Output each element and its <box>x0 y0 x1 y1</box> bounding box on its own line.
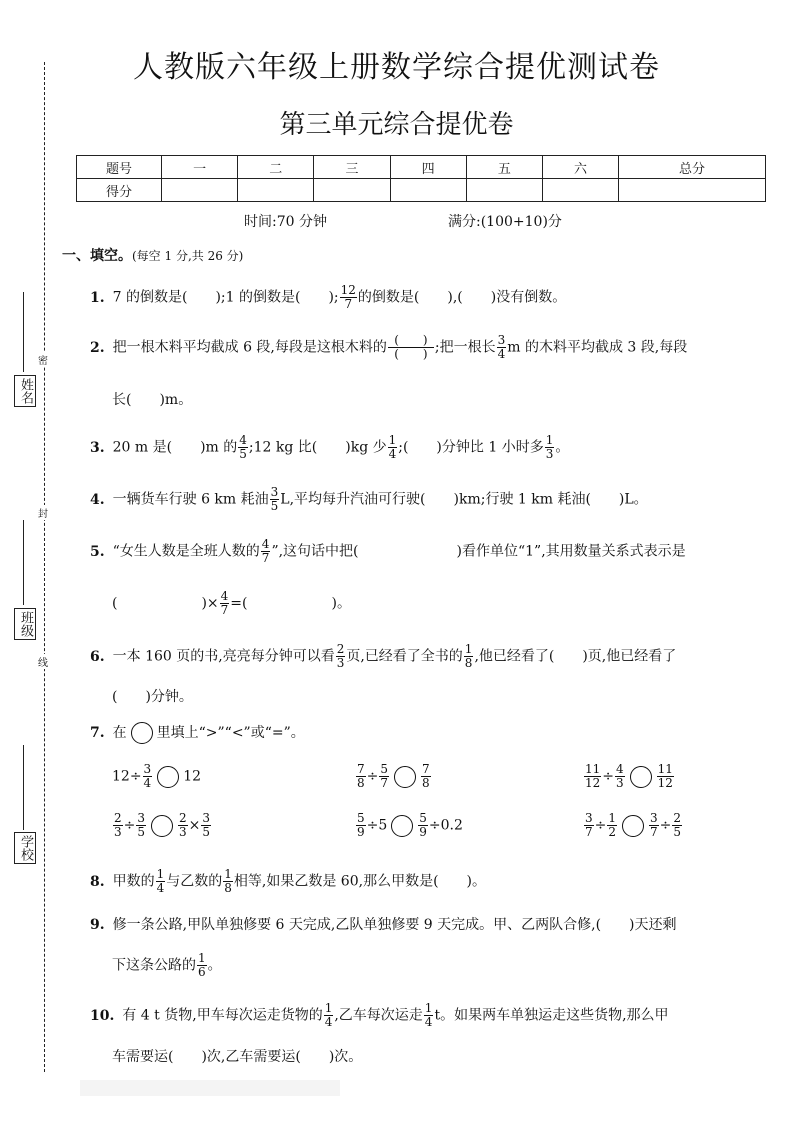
question-10: 10. 有 4 t 货物,甲车每次运走货物的 $\frac{1}{4}$ ,乙车每次运走 $\frac{1}{4}$ t。如果两车单独运走这些货物,那么甲 <box>90 1001 669 1029</box>
score-table <box>76 155 766 202</box>
compare-item-2: $\frac{7}{8}$ ÷ $\frac{5}{7}$ $\frac{7}{8}$ <box>357 762 430 790</box>
score-input-cell[interactable] <box>542 179 618 202</box>
fraction: $\frac{1}{6}$ <box>198 951 206 979</box>
score-cell: 五 <box>466 156 542 179</box>
full-score: 满分:(100+10)分 <box>448 214 562 230</box>
fraction: $\frac{1}{8}$ <box>224 867 232 895</box>
score-cell: 三 <box>314 156 390 179</box>
score-cell: 题号 <box>77 156 162 179</box>
score-cell: 六 <box>542 156 618 179</box>
class-label: 班级 <box>14 608 36 640</box>
compare-item-3: $\frac{11}{12}$ ÷ $\frac{4}{3}$ $\frac{11}{12}$ <box>585 762 673 790</box>
section-title: 一、填空。 <box>62 248 132 264</box>
question-number: 8. <box>90 873 105 890</box>
class-write-line <box>23 520 24 605</box>
school-label: 学校 <box>14 832 36 864</box>
score-cell: 二 <box>238 156 314 179</box>
fraction: $\frac{1}{4}$ <box>324 1001 333 1029</box>
seal-xian: 线 <box>38 654 48 669</box>
fraction: $\frac{4}{7}$ <box>220 589 229 617</box>
score-row-label: 得分 <box>77 179 162 202</box>
question-2-line2: 长( )m。 <box>112 392 193 408</box>
question-9: 9. 修一条公路,甲队单独修要 6 天完成,乙队单独修要 9 天完成。甲、乙两队合修,( )天还剩 <box>90 917 677 933</box>
question-number: 9. <box>90 917 105 933</box>
score-cell: 四 <box>390 156 466 179</box>
compare-item-4: $\frac{2}{3}$ ÷ $\frac{3}{5}$ $\frac{2}{3}$ × $\frac{3}{5}$ <box>114 811 211 839</box>
fraction: $\frac{12}{7}$ <box>340 283 356 311</box>
fraction: $\frac{2}{3}$ <box>336 642 345 670</box>
question-number: 10. <box>90 1007 115 1024</box>
circle-icon <box>131 722 153 744</box>
scan-smudge <box>80 1080 340 1096</box>
fraction: $\frac{1}{4}$ <box>424 1001 433 1029</box>
question-6: 6. 一本 160 页的书,亮亮每分钟可以看 $\frac{2}{3}$ 页,已经看了全书的 $\frac{1}{8}$ ,他已经看了( )页,他已经看了 <box>90 642 677 670</box>
answer-circle[interactable] <box>391 815 413 837</box>
fraction: $\frac{1}{8}$ <box>464 642 473 670</box>
question-4: 4. 一辆货车行驶 6 km 耗油 $\frac{3}{5}$ L,平均每升汽油可行驶( )km;行驶 1 km 耗油( )L。 <box>90 485 648 513</box>
time-limit: 时间:70 分钟 <box>244 214 327 230</box>
answer-circle[interactable] <box>157 766 179 788</box>
binding-cut-line <box>44 62 45 1072</box>
name-write-line <box>23 292 24 372</box>
score-input-cell[interactable] <box>466 179 542 202</box>
seal-feng: 封 <box>38 505 48 520</box>
question-7: 7. 在 里填上“>”“<”或“=”。 <box>90 722 305 744</box>
question-number: 7. <box>90 725 105 741</box>
fraction: $\frac{1}{3}$ <box>545 433 554 461</box>
page-title: 人教版六年级上册数学综合提优测试卷 <box>133 50 660 85</box>
compare-item-5: $\frac{5}{9}$ ÷5 $\frac{5}{9}$ ÷0.2 <box>357 811 463 839</box>
page-subtitle: 第三单元综合提优卷 <box>279 110 514 140</box>
score-input-cell[interactable] <box>314 179 390 202</box>
blank-fraction[interactable]: $\frac{( )}{( )}$ <box>388 334 434 361</box>
score-input-cell[interactable] <box>162 179 238 202</box>
question-6-line2: ( )分钟。 <box>112 689 193 705</box>
section-heading <box>62 245 243 265</box>
question-number: 5. <box>90 543 105 560</box>
question-10-line2: 车需要运( )次,乙车需要运( )次。 <box>112 1049 363 1065</box>
score-row <box>77 179 766 202</box>
fraction: $\frac{4}{5}$ <box>239 433 247 461</box>
question-8: 8. 甲数的 $\frac{1}{4}$ 与乙数的 $\frac{1}{8}$ 相等,如果乙数是 60,那么甲数是( )。 <box>90 867 486 895</box>
fraction: $\frac{1}{4}$ <box>388 433 397 461</box>
question-9-line2: 下这条公路的 $\frac{1}{6}$ 。 <box>112 951 222 979</box>
question-number: 4. <box>90 491 105 508</box>
fraction: $\frac{1}{4}$ <box>156 867 165 895</box>
score-input-cell[interactable] <box>390 179 466 202</box>
compare-item-6: $\frac{3}{7}$ ÷ $\frac{1}{2}$ $\frac{3}{7}$ ÷ $\frac{2}{5}$ <box>585 811 682 839</box>
section-note: (每空 1 分,共 26 分) <box>132 249 244 263</box>
score-input-cell[interactable] <box>619 179 766 202</box>
question-number: 1. <box>90 289 105 306</box>
question-5: 5. “女生人数是全班人数的 $\frac{4}{7}$ ”,这句话中把( )看作单位“1”,其用数量关系式表示是 <box>90 537 686 565</box>
compare-item-1: 12÷ $\frac{3}{4}$ 12 <box>112 762 202 790</box>
answer-circle[interactable] <box>151 815 173 837</box>
answer-circle[interactable] <box>394 766 416 788</box>
name-label: 姓名 <box>14 375 36 407</box>
fraction: $\frac{4}{7}$ <box>261 537 270 565</box>
question-2: 2. 把一根木料平均截成 6 段,每段是这根木料的 $\frac{( )}{( )}$ ;把一根长 $\frac{3}{4}$ m 的木料平均截成 3 段,每段 <box>90 333 688 361</box>
score-header-row <box>77 156 766 179</box>
school-write-line <box>23 745 24 830</box>
score-input-cell[interactable] <box>238 179 314 202</box>
answer-circle[interactable] <box>630 766 652 788</box>
question-5-line2: ( )× $\frac{4}{7}$ =( )。 <box>112 589 351 617</box>
answer-circle[interactable] <box>622 815 644 837</box>
question-number: 3. <box>90 439 105 456</box>
seal-mi: 密 <box>38 352 48 367</box>
question-number: 2. <box>90 339 105 356</box>
fraction: $\frac{3}{4}$ <box>497 333 506 361</box>
question-3: 3. 20 m 是( )m 的 $\frac{4}{5}$ ;12 kg 比( )kg 少 $\frac{1}{4}$ ;( )分钟比 1 小时多 $\frac{1}{3}$ 。 <box>90 433 570 461</box>
score-cell: 总分 <box>619 156 766 179</box>
fraction: $\frac{3}{5}$ <box>270 485 279 513</box>
score-cell: 一 <box>162 156 238 179</box>
question-number: 6. <box>90 648 105 665</box>
question-1: 1. 7 的倒数是( );1 的倒数是( ); $\frac{12}{7}$ 的倒数是( ),( )没有倒数。 <box>90 283 567 311</box>
